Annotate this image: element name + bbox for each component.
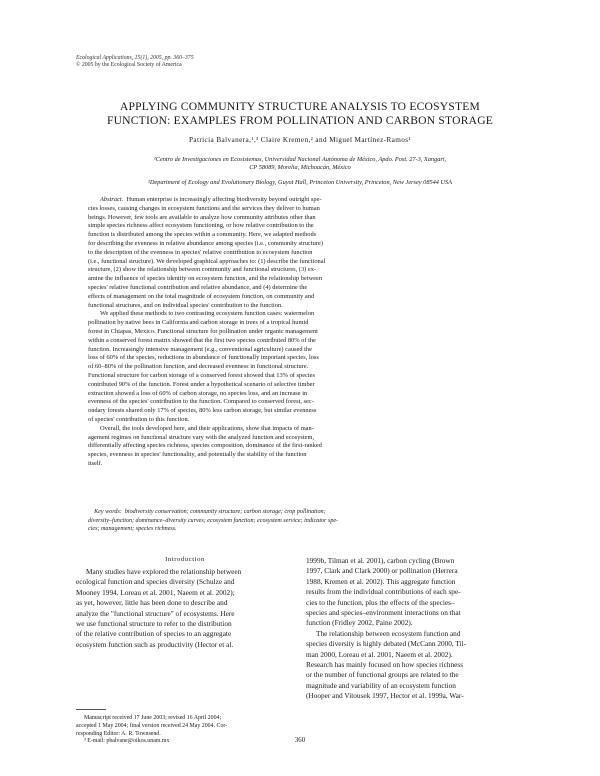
abstract-line: structure, (2) show the relationship between community and functional structures, (3) ex-	[88, 266, 317, 274]
affiliation-line: ¹Centro de Investigaciones en Ecosistemas, Universidad Nacional Autónoma de México, Apdo. Post. 27-3, Xangari,	[153, 156, 447, 163]
keywords-line	[88, 508, 512, 517]
body-line: or the number of functional groups are related to the	[306, 670, 459, 680]
footnote-divider	[76, 709, 106, 710]
abstract-line: differentially affecting species richness, species composition, dominance of the first-ranked	[88, 442, 322, 450]
abstract-line: species' relative functional contribution and relative abundance, and (4) determine the	[88, 283, 308, 291]
affiliation-2	[80, 179, 520, 187]
abstract-line: function is distributed among the species within a community. Here, we adapted methods	[88, 231, 317, 239]
body-line: Research has mainly focused on how species richness	[306, 659, 464, 669]
body-line: man 2000, Loreau et al. 2001, Naeem et al. 2002).	[306, 649, 453, 659]
abstract-line: (i.e., functional structure). We developed graphical approaches to: (1) describe the functional	[88, 257, 326, 265]
title-line: APPLYING COMMUNITY STRUCTURE ANALYSIS TO ECOSYSTEM	[119, 100, 481, 113]
intro-right-column	[306, 556, 524, 701]
article-title	[70, 100, 530, 128]
footnote-line: Manuscript received 17 June 2003; revised 16 April 2004;	[84, 715, 222, 721]
abstract-line: evenness of the species' contribution to the function. Compared to conserved forest, sec-	[88, 398, 314, 406]
abstract-line: of species' contribution to this function.	[88, 415, 190, 423]
body-line: we use functional structure to refer to the distribution	[76, 618, 232, 628]
footnote-line: accepted 1 May 2004; final version received 24 May 2004. Cor-	[76, 722, 228, 729]
keywords	[88, 508, 512, 534]
journal-header	[76, 55, 194, 69]
intro-left-column	[76, 555, 294, 650]
body-line: ecological function and species diversity (Schulze and	[76, 577, 235, 587]
keywords-line: diversity–function; dominance–diversity curves; ecosystem function; ecosystem service; indicator spe-	[88, 517, 339, 524]
body-line: function (Fridley 2002, Paine 2002).	[306, 618, 413, 628]
abstract-line: amine the influence of species identity on ecosystem function, and the relationship between	[88, 275, 323, 283]
abstract-line: itself.	[88, 459, 103, 467]
body-line: magnitude and variability of an ecosystem function	[306, 680, 456, 690]
abstract-line: agement regimes on functional structure vary with the analyzed function and ecosystem,	[88, 433, 315, 441]
abstract-line: Overall, the tools developed here, and their applications, show that impacts of man-	[100, 424, 314, 432]
body-line: Many studies have explored the relationship between	[86, 567, 242, 576]
abstract-line: beings. However, few tools are available to analyze how community attributes other than	[88, 213, 316, 221]
intro-heading: Introduction	[165, 556, 205, 563]
abstract-line: function. Increasingly intensive management (e.g., conventional agriculture) caused the	[88, 345, 312, 353]
abstract-label: Abstract.	[100, 196, 124, 203]
author-list: Patricia Balvanera,¹,³ Claire Kremen,² and Miguel Martínez-Ramos¹	[188, 136, 412, 144]
body-line: The relationship between ecosystem function and	[316, 628, 461, 638]
abstract-line: cies losses, causing changes in ecosystem functions and the services they deliver to human	[88, 204, 320, 212]
body-line: (Hooper and Vitousek 1997, Hector et al. 1999a, War-	[306, 691, 464, 701]
body-line: species diversity is highly debated (McCann 2000, Til-	[306, 639, 467, 649]
body-line: 1997, Clark and Clark 2000) or pollination (Herrera	[306, 566, 458, 576]
body-line: 1988, Kremen et al. 2002). This aggregate function	[306, 576, 456, 586]
abstract-line: species, evenness in species' functionality, and potentially the stability of the function	[88, 451, 307, 459]
abstract-line: extraction showed a loss of 60% of carbon storage, no species loss, and an increase in	[88, 389, 308, 397]
affiliation-line: ²Department of Ecology and Evolutionary Biology, Guyot Hall, Princeton University, Princeton, New Jersey 08544 USA	[147, 179, 453, 186]
abstract-line: We applied these methods to two contrasting ecosystem function cases: watermelon	[100, 310, 315, 318]
page-number: 360	[294, 737, 306, 744]
body-line: ecosystem function such as productivity (Hector et al.	[76, 639, 234, 649]
body-line: species and species–environment interactions on that	[306, 607, 461, 617]
body-line: of the relative contribution of species to an aggregate	[76, 629, 232, 639]
keywords-label: Key words:	[94, 509, 122, 515]
body-line: analyze the "functional structure" of ecosystems. Here	[76, 608, 235, 618]
body-line: as yet, however, little has been done to describe and	[76, 598, 228, 608]
body-line: cies to the function, plus the effects of the species–	[306, 597, 455, 607]
abstract-line: of 60–80% of the pollination function, and decreased evenness in functional structure.	[88, 363, 309, 371]
body-line: results from the individual contributions of each spe-	[306, 587, 461, 597]
footnote-line: responding Editor: A. R. Townsend.	[76, 730, 161, 737]
keywords-line: cies; management; species richness.	[88, 526, 177, 533]
title-line: FUNCTION: EXAMPLES FROM POLLINATION AND CARBON STORAGE	[106, 114, 494, 127]
abstract	[88, 196, 512, 469]
journal-citation: Ecological Applications, 15(1), 2005, pp. 360–375	[76, 55, 194, 61]
body-line: Mooney 1994, Loreau et al. 2001, Naeem et al. 2002);	[76, 587, 235, 597]
abstract-line: functional structures, and on individual species' contribution to the function.	[88, 301, 283, 309]
affiliation-line: CP 58089, Morelia, Michoacán, México	[249, 164, 351, 171]
abstract-line: ondary forests shared only 17% of species, 80% less carbon storage, but similar evenness	[88, 407, 317, 415]
abstract-line: contributed 90% of the function. Forest under a hypothetical scenario of selective timber	[88, 380, 315, 388]
abstract-line: forest in Chiapas, Mexico. Functional structure for pollination under organic management	[88, 327, 318, 335]
keywords-text: biodiversity conservation; community structure; carbon storage; crop pollination;	[124, 509, 326, 515]
abstract-line: loss of 60% of the species, reductions in abundance of functionally important species, loss	[88, 354, 319, 362]
abstract-line: within a conserved forest matrix showed that the first two species contributed 80% of the	[88, 336, 316, 344]
abstract-text: Human enterprise is increasingly affecting biodiversity beyond outright spe-	[126, 196, 322, 203]
abstract-line: to the description of the evenness in species' relative contribution to ecosystem function	[88, 248, 313, 256]
footnote-email: ³ E-mail: pbalvane@oikos.unam.mx	[84, 738, 170, 745]
journal-copyright: © 2005 by the Ecological Society of America	[76, 62, 182, 68]
abstract-line	[88, 196, 512, 205]
abstract-line: pollination by native bees in California and carbon storage in trees of a tropical humid	[88, 319, 309, 327]
abstract-line: simple species richness affect ecosystem functioning, or how relative contribution to the	[88, 222, 314, 230]
abstract-line: effects of management on the total magnitude of ecosystem function, on community and	[88, 292, 315, 300]
abstract-line: for describing the evenness in relative abundance among species (i.e., community structure)	[88, 239, 323, 247]
affiliation-1	[80, 156, 520, 172]
abstract-line: Functional structure for carbon storage of a conserved forest showed that 13% of species	[88, 371, 315, 379]
body-line: 1999b, Tilman et al. 2001), carbon cycling (Brown	[306, 556, 455, 565]
